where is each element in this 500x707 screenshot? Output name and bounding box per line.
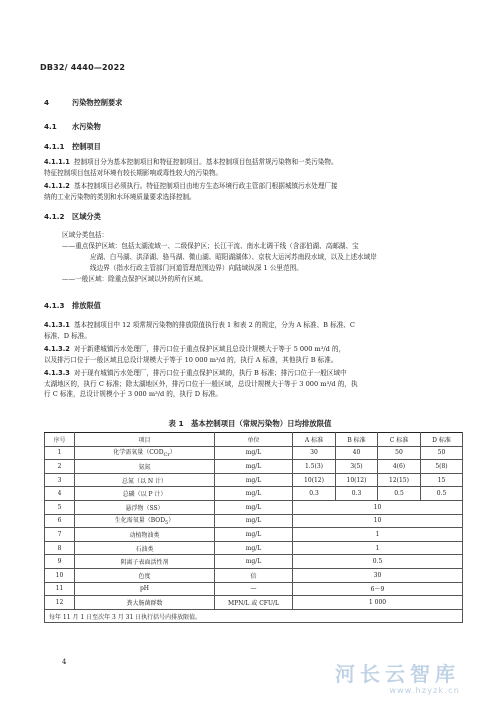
table-row (45, 460, 463, 474)
table-cell: 5 (45, 500, 75, 514)
table-cell: mg/L (215, 500, 293, 514)
region-general-line: ——一般区域：除重点保护区域以外的所有区域。 (62, 275, 208, 283)
table-cell: 10(12) (293, 473, 336, 487)
cell-text: ） (168, 517, 175, 525)
table-cell-merged: 10 (293, 514, 463, 528)
clause-4-1-1-2 (44, 181, 462, 202)
region-key-protection-line: 线边界（指水行政主管部门河道管理范围边界）向陆域纵深 1 公里范围。 (90, 264, 303, 272)
clause-4-1-3-1 (44, 320, 462, 341)
table-cell (75, 446, 215, 460)
clause-text-line: 以及排污口位于一般区域且总设计规模大于等于 10 000 m³/d 的，执行 A 标准，其他执行 B 标准。 (44, 355, 338, 364)
section-title: 污染物控制要求 (72, 98, 123, 107)
table-row (45, 446, 463, 460)
table-cell: mg/L (215, 514, 293, 528)
table-row (45, 528, 463, 542)
section-number: 4.1 (44, 122, 57, 131)
table-cell-merged: 10 (293, 500, 463, 514)
table-row (45, 487, 463, 501)
table-row (45, 568, 463, 582)
table-cell: 1 (45, 446, 75, 460)
table-cell: 15 (421, 473, 463, 487)
table-cell: mg/L (215, 555, 293, 569)
table-row (45, 500, 463, 514)
clause-text-line: 太湖地区的，执行 C 标准；除太湖地区外，排污口位于一般区域，总设计规模大于等于 3 000 m³/d 的，执 (44, 379, 358, 388)
table-cell-merged: 30 (293, 568, 463, 582)
section-number: 4.1.2 (44, 212, 65, 221)
clause-text-line: 对于新建城镇污水处理厂，排污口位于重点保护区域且总设计规模大于等于 5 000 m³/d 的， (73, 345, 346, 353)
clause-text-line: 基本控制项目必须执行。特征控制项目由地方生态环境行政主管部门根据城镇污水处理厂接 (73, 182, 338, 190)
table-cell: 7 (45, 528, 75, 542)
clause-4-1-3-3 (44, 368, 462, 400)
cell-text: 化学需氧量（COD (113, 449, 164, 457)
table-cell: 2 (45, 460, 75, 474)
table-row (45, 541, 463, 555)
table-row (45, 582, 463, 596)
table-cell: 阴离子表面活性剂 (75, 555, 215, 569)
clause-text-line: 标准、D 标准。 (44, 331, 91, 340)
table-cell: 6 (45, 514, 75, 528)
clause-text-line: 纳的工业污染物的类别和水环境质量要求选择控制。 (44, 192, 196, 201)
table-cell: 3(5) (336, 460, 378, 474)
cell-subscript: Cr (163, 452, 170, 459)
cell-text: 生化需氧量（BOD (114, 517, 166, 525)
region-key-protection-line: 应湖、白马湖、洪泽湖、骆马湖、微山湖、昭阳湖湖体）、京杭大运河苏南段水域，以及上述水域岸 (90, 253, 377, 261)
table-cell: 30 (293, 446, 336, 460)
table-row (45, 473, 463, 487)
table-cell: 11 (45, 582, 75, 596)
table-cell: 12(15) (378, 473, 421, 487)
table-cell: mg/L (215, 446, 293, 460)
table-title: 表 1 基本控制项目（常规污染物）日均排放限值 (168, 419, 332, 428)
clause-text-line: 行 C 标准，总设计规模小于 3 000 m³/d 的，执行 D 标准。 (44, 390, 222, 399)
section-4-1-3-heading (44, 301, 101, 311)
section-number: 4.1.3 (44, 301, 65, 310)
table-note-row (45, 609, 463, 623)
table-cell-merged: 6～9 (293, 582, 463, 596)
clause-number: 4.1.3.3 (44, 369, 70, 377)
table-cell: mg/L (215, 473, 293, 487)
clause-number: 4.1.3.2 (44, 345, 70, 353)
watermark (260, 663, 460, 696)
table-cell: pH (75, 582, 215, 596)
table-row (45, 555, 463, 569)
region-intro: 区域分类包括： (62, 231, 109, 239)
section-number: 4 (44, 98, 50, 107)
section-4-heading (44, 98, 122, 108)
section-title: 排放限值 (72, 301, 101, 310)
table-cell: mg/L (215, 528, 293, 542)
table-cell: mg/L (215, 487, 293, 501)
column-header: D 标准 (421, 433, 463, 447)
section-4-1-2-heading (44, 212, 101, 222)
region-key-protection-line: ——重点保护区域：包括太湖流域一、二级保护区；长江干流、南水北调干线（含邵伯湖、高邮湖、宝 (62, 242, 359, 250)
table-cell: 12 (45, 596, 75, 610)
table-cell: 0.5 (421, 487, 463, 501)
clause-text-line: 对于现有城镇污水处理厂，排污口位于重点保护区域的，执行 B 标准；排污口位于一般区域中 (73, 369, 347, 377)
column-header: 序号 (45, 433, 75, 447)
table-cell (75, 514, 215, 528)
table-row (45, 514, 463, 528)
column-header: A 标准 (293, 433, 336, 447)
table-cell: mg/L (215, 541, 293, 555)
cell-subscript: 5 (165, 520, 169, 527)
section-4-1-heading (44, 122, 101, 132)
table-cell: 1.5(3) (293, 460, 336, 474)
column-header: B 标准 (336, 433, 378, 447)
section-title: 水污染物 (72, 122, 101, 131)
watermark-title: 河长云智库 (335, 662, 460, 686)
table-cell: 0.3 (336, 487, 378, 501)
cell-text: ） (169, 449, 176, 457)
clause-number: 4.1.1.1 (44, 158, 70, 166)
table-cell: 3 (45, 473, 75, 487)
column-header: C 标准 (378, 433, 421, 447)
table-cell-merged: 1 000 (293, 596, 463, 610)
table-cell: 总磷（以 P 计） (75, 487, 215, 501)
table-cell: 氨氮 (75, 460, 215, 474)
clause-4-1-3-2 (44, 344, 462, 365)
table-cell: 5(8) (421, 460, 463, 474)
table-cell: 40 (336, 446, 378, 460)
section-4-1-1-heading (44, 142, 101, 152)
table-cell: mg/L (215, 460, 293, 474)
table-cell: 0.3 (293, 487, 336, 501)
clause-text-line: 特征控制项目包括对环境有较长期影响或毒性较大的污染物。 (44, 168, 223, 177)
table-cell: 10(12) (336, 473, 378, 487)
table-cell: 色度 (75, 568, 215, 582)
section-title: 区域分类 (72, 212, 101, 221)
watermark-url: www.hzyzk.cn (389, 686, 460, 695)
column-header: 项目 (75, 433, 215, 447)
section-number: 4.1.1 (44, 142, 65, 151)
standard-code: DB32/ 4440—2022 (40, 63, 126, 72)
table-note: 每年 11 月 1 日至次年 3 月 31 日执行括号内排放限值。 (45, 609, 463, 623)
clause-number: 4.1.3.1 (44, 321, 70, 329)
column-header: 单位 (215, 433, 293, 447)
clause-text-line: 基本控制项目中 12 项常规污染物的排放限值执行表 1 和表 2 的规定，分为 A 标准、B 标准、C (73, 321, 355, 329)
table-cell: 4(6) (378, 460, 421, 474)
table-cell-merged: 0.5 (293, 555, 463, 569)
table-cell: 0.5 (378, 487, 421, 501)
clause-number: 4.1.1.2 (44, 182, 70, 190)
table-cell: 动植物油类 (75, 528, 215, 542)
clause-4-1-1-1 (44, 157, 462, 178)
table-cell-merged: 1 (293, 541, 463, 555)
clause-text-line: 控制项目分为基本控制项目和特征控制项目。基本控制项目包括常规污染物和一类污染物。 (73, 158, 338, 166)
table-cell-merged: 1 (293, 528, 463, 542)
table-cell: 悬浮物（SS） (75, 500, 215, 514)
table-cell: 8 (45, 541, 75, 555)
table-cell: 50 (421, 446, 463, 460)
table-cell: 50 (378, 446, 421, 460)
table-cell: — (215, 582, 293, 596)
table-cell: MPN/L 或 CFU/L (215, 596, 293, 610)
table-cell: 倍 (215, 568, 293, 582)
table-cell: 总氮（以 N 计） (75, 473, 215, 487)
table-cell: 9 (45, 555, 75, 569)
table-cell: 粪大肠菌群数 (75, 596, 215, 610)
table-cell: 10 (45, 568, 75, 582)
page-number: 4 (62, 658, 67, 666)
section-title: 控制项目 (72, 142, 101, 151)
emission-limits-table (44, 432, 463, 623)
table-row (45, 596, 463, 610)
table-cell: 4 (45, 487, 75, 501)
table-cell: 石油类 (75, 541, 215, 555)
table-header-row (45, 433, 463, 447)
